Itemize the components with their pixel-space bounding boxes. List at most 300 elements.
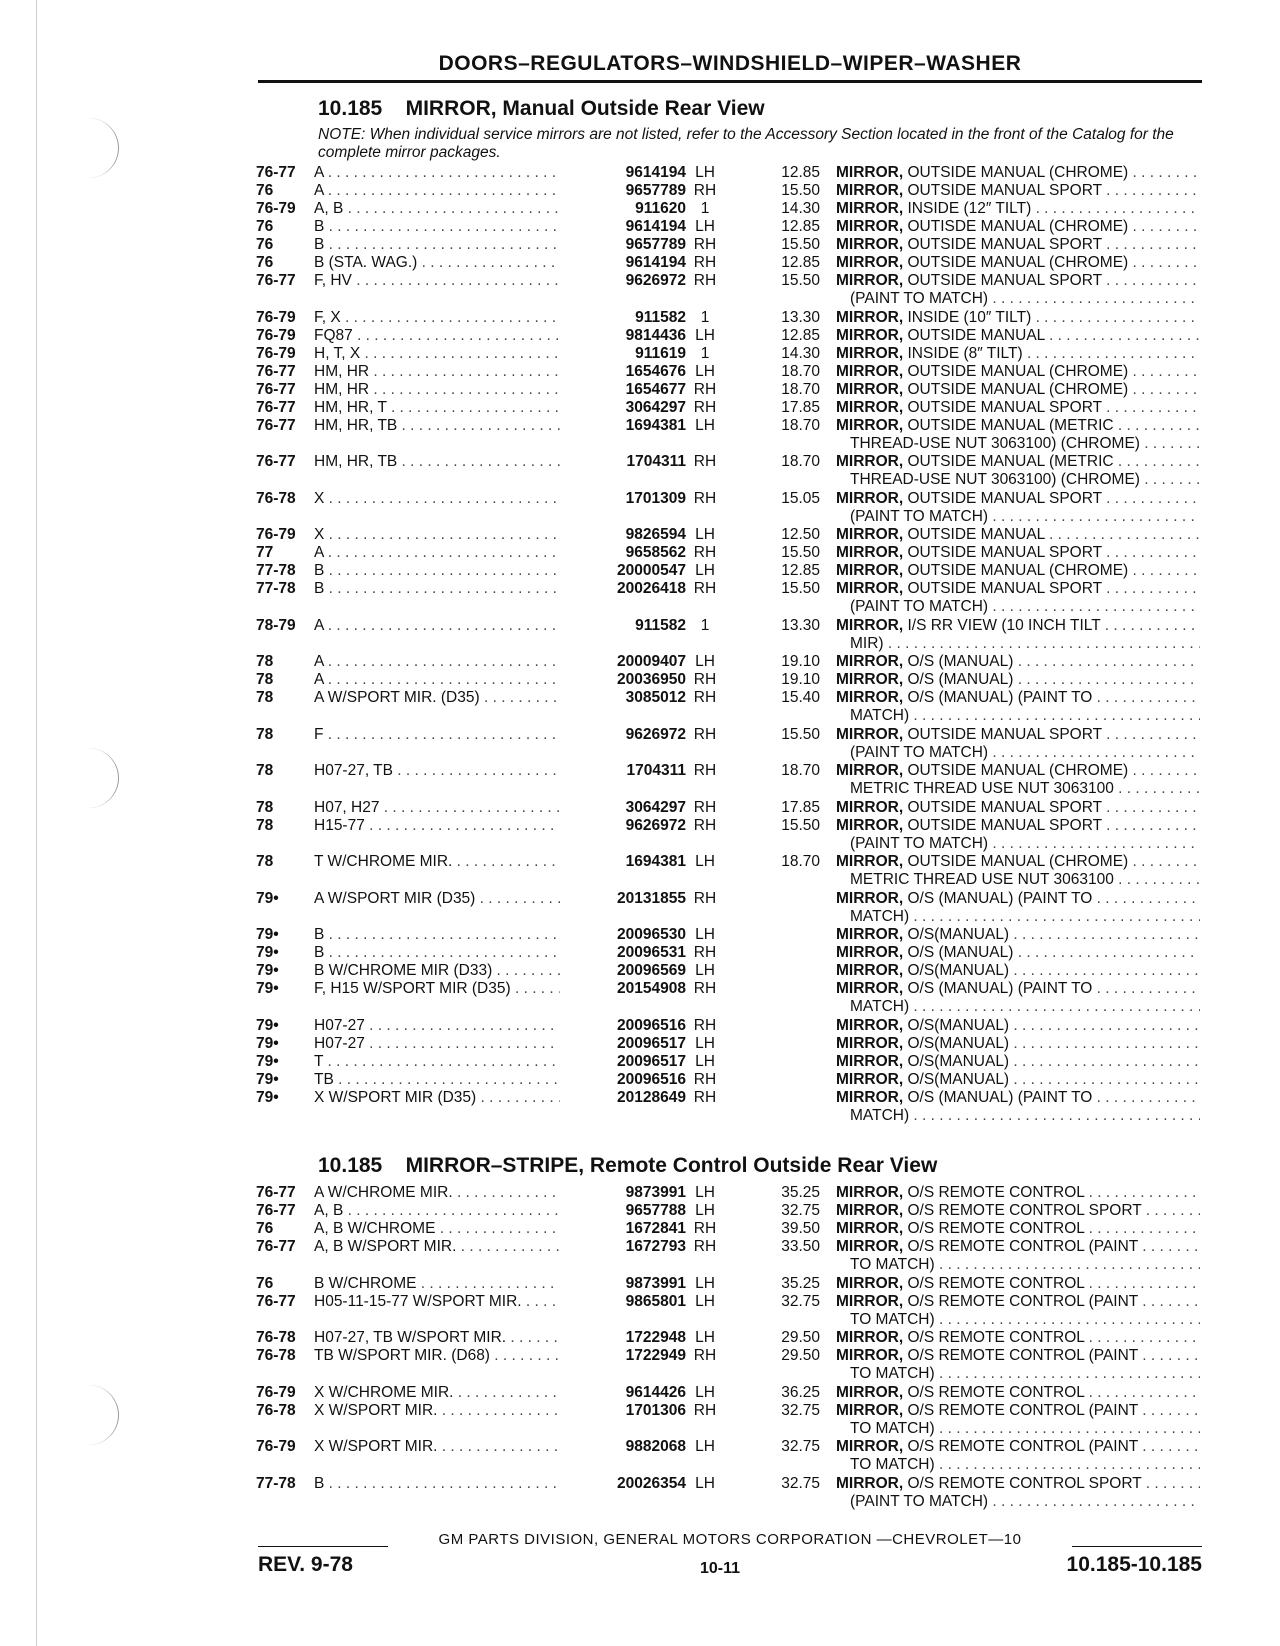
part-number: 9657789 — [560, 236, 686, 254]
part-number: 20096569 — [560, 962, 686, 980]
part-description — [836, 254, 1200, 272]
side-or-quantity: LH — [695, 962, 715, 979]
list-price: 12.85 — [781, 326, 820, 344]
list-price: 12.85 — [781, 218, 820, 235]
model-reference: B . . . — [314, 580, 580, 598]
description-noun: MIRROR, — [836, 398, 904, 416]
side-or-quantity: RH — [693, 398, 717, 416]
part-description — [836, 1017, 1200, 1035]
description-noun: MIRROR, — [836, 453, 904, 470]
side-or-quantity: RH — [693, 254, 717, 271]
part-number: 20096516 — [560, 1017, 686, 1035]
model-years: 76 — [256, 1220, 274, 1237]
part-description — [836, 1184, 1200, 1202]
description-continuation: TO MATCH) . . . — [850, 1420, 1200, 1438]
model-years: 76-78 — [256, 489, 296, 507]
description-noun: MIRROR, — [836, 544, 904, 561]
model-years: 79• — [256, 1088, 279, 1106]
model-years: 77-78 — [256, 1474, 296, 1492]
model-reference: B . . . — [314, 236, 580, 254]
part-description — [836, 381, 1200, 399]
side-or-quantity: LH — [695, 1202, 715, 1219]
part-description — [836, 182, 1200, 200]
side-or-quantity: RH — [693, 816, 717, 834]
section-2-number: 10.185 — [318, 1154, 383, 1177]
model-years: 76-77 — [256, 1202, 296, 1219]
model-reference: A . . . — [314, 164, 580, 182]
side-or-quantity: RH — [693, 182, 717, 199]
description-detail: O/S(MANUAL) — [903, 926, 1010, 943]
model-reference: H, T, X . . . — [314, 345, 580, 363]
side-or-quantity: RH — [693, 1070, 717, 1088]
part-description — [836, 617, 1200, 635]
punch-hole-middle — [58, 748, 119, 808]
side-or-quantity: LH — [695, 653, 715, 670]
side-or-quantity: LH — [695, 926, 715, 943]
side-or-quantity: 1 — [700, 616, 710, 634]
part-number: 1704311 — [560, 453, 686, 471]
description-continuation: TO MATCH) . . . — [850, 1256, 1200, 1274]
description-noun: MIRROR, — [836, 671, 904, 688]
model-reference: X . . . — [314, 490, 580, 508]
description-detail: O/S (MANUAL) — [903, 653, 1014, 670]
description-noun: MIRROR, — [836, 725, 904, 743]
page-edge-line — [36, 0, 37, 1646]
model-reference: X W/CHROME MIR. . . . — [314, 1384, 580, 1402]
model-years: 79• — [256, 944, 279, 961]
model-years: 76-79 — [256, 200, 296, 217]
model-reference: X W/SPORT MIR. . . . — [314, 1402, 580, 1420]
part-description — [836, 1293, 1200, 1311]
description-noun: MIRROR, — [836, 344, 904, 362]
model-years: 79• — [256, 1052, 279, 1070]
model-reference: A, B W/SPORT MIR. . . . — [314, 1238, 580, 1256]
list-price: 15.50 — [781, 236, 820, 253]
model-years: 76-79 — [256, 1383, 296, 1401]
side-or-quantity: LH — [695, 1052, 715, 1070]
part-number: 9657788 — [560, 1202, 686, 1220]
part-number: 1694381 — [560, 417, 686, 435]
part-description — [836, 1402, 1200, 1420]
part-description — [836, 218, 1200, 236]
part-description — [836, 526, 1200, 544]
model-reference: B . . . — [314, 926, 580, 944]
side-or-quantity: LH — [695, 526, 715, 543]
list-price: 15.40 — [781, 689, 820, 706]
part-number: 1722948 — [560, 1329, 686, 1347]
description-continuation: METRIC THREAD USE NUT 3063100 . . . — [850, 871, 1200, 889]
model-years: 76-79 — [256, 526, 296, 543]
part-description — [836, 980, 1200, 998]
model-years: 77 — [256, 544, 274, 561]
side-or-quantity: RH — [693, 1220, 717, 1237]
side-or-quantity: RH — [693, 489, 717, 507]
description-noun: MIRROR, — [836, 200, 904, 217]
side-or-quantity: RH — [693, 453, 717, 470]
description-noun: MIRROR, — [836, 1088, 904, 1106]
model-years: 77-78 — [256, 580, 296, 597]
part-number: 1672841 — [560, 1220, 686, 1238]
part-description — [836, 853, 1200, 871]
description-noun: MIRROR, — [836, 326, 904, 344]
description-noun: MIRROR, — [836, 1347, 904, 1364]
part-number: 20026418 — [560, 580, 686, 598]
list-price: 12.85 — [781, 164, 820, 181]
model-reference: A . . . — [314, 617, 580, 635]
part-description — [836, 671, 1200, 689]
page-number: 10-11 — [700, 1560, 741, 1577]
list-price: 18.70 — [781, 453, 820, 470]
model-reference: H07, H27 . . . — [314, 799, 580, 817]
header-rule — [258, 80, 1202, 83]
part-number: 9614194 — [560, 164, 686, 182]
model-years: 79• — [256, 926, 279, 943]
description-detail: I/S RR VIEW (10 INCH TILT — [903, 616, 1101, 634]
list-price: 15.50 — [781, 544, 820, 561]
side-or-quantity: RH — [693, 380, 717, 398]
description-noun: MIRROR, — [836, 218, 904, 235]
list-price: 13.30 — [781, 308, 820, 326]
description-detail: O/S REMOTE CONTROL (PAINT — [903, 1401, 1138, 1419]
side-or-quantity: RH — [693, 1347, 717, 1364]
list-price: 17.85 — [781, 798, 820, 816]
description-detail: O/S REMOTE CONTROL — [903, 1220, 1085, 1237]
part-number: 1694381 — [560, 853, 686, 871]
list-price: 18.70 — [781, 380, 820, 398]
model-reference: H07-27 . . . — [314, 1035, 580, 1053]
model-years: 76 — [256, 218, 274, 235]
side-or-quantity: RH — [693, 236, 717, 253]
list-price: 32.75 — [781, 1474, 820, 1492]
part-number: 9873991 — [560, 1275, 686, 1293]
part-number: 20128649 — [560, 1089, 686, 1107]
model-reference: A, B . . . — [314, 1202, 580, 1220]
part-number: 1654677 — [560, 381, 686, 399]
description-detail: INSIDE (10″ TILT) — [903, 308, 1032, 326]
description-noun: MIRROR, — [836, 1220, 904, 1237]
part-number: 1701306 — [560, 1402, 686, 1420]
description-detail: OUTSIDE MANUAL (CHROME) — [903, 164, 1129, 181]
description-noun: MIRROR, — [836, 944, 904, 961]
part-description — [836, 799, 1200, 817]
part-number: 20096530 — [560, 926, 686, 944]
description-detail: O/S REMOTE CONTROL (PAINT — [903, 1347, 1138, 1364]
running-header: DOORS–REGULATORS–WINDSHIELD–WIPER–WASHER — [438, 52, 1022, 75]
list-price: 18.70 — [781, 853, 820, 870]
list-price: 12.85 — [781, 254, 820, 271]
description-detail: OUTSIDE MANUAL — [903, 526, 1045, 543]
description-noun: MIRROR, — [836, 236, 904, 253]
part-description — [836, 926, 1200, 944]
description-detail: INSIDE (12″ TILT) — [903, 200, 1032, 217]
model-years: 78 — [256, 671, 274, 688]
side-or-quantity: LH — [695, 1329, 715, 1346]
description-detail: OUTSIDE MANUAL (CHROME) — [903, 853, 1129, 870]
description-detail: O/S(MANUAL) — [903, 1052, 1010, 1070]
description-detail: O/S REMOTE CONTROL SPORT — [903, 1474, 1142, 1492]
model-years: 79• — [256, 962, 279, 979]
part-number: 20009407 — [560, 653, 686, 671]
part-number: 9614426 — [560, 1384, 686, 1402]
section-2-title: MIRROR–STRIPE, Remote Control Outside Rear View — [405, 1154, 938, 1177]
part-number: 3064297 — [560, 799, 686, 817]
description-noun: MIRROR, — [836, 616, 904, 634]
description-continuation: THREAD-USE NUT 3063100) (CHROME) . . . — [850, 435, 1200, 453]
model-years: 76-77 — [256, 398, 296, 416]
part-description — [836, 453, 1200, 471]
description-detail: OUTSIDE MANUAL (METRIC — [903, 416, 1114, 434]
section-2-heading — [318, 1154, 937, 1178]
description-noun: MIRROR, — [836, 1238, 904, 1255]
side-or-quantity: RH — [693, 944, 717, 961]
model-years: 76-77 — [256, 1184, 296, 1201]
description-detail: O/S REMOTE CONTROL (PAINT — [903, 1438, 1138, 1455]
description-noun: MIRROR, — [836, 762, 904, 779]
description-detail: OUTSIDE MANUAL SPORT — [903, 236, 1102, 253]
list-price: 35.25 — [781, 1184, 820, 1201]
list-price: 36.25 — [781, 1383, 820, 1401]
model-reference: T . . . — [314, 1053, 580, 1071]
description-detail: OUTSIDE MANUAL SPORT — [903, 272, 1102, 289]
description-detail: INSIDE (8″ TILT) — [903, 344, 1023, 362]
side-or-quantity: 1 — [700, 200, 710, 217]
description-continuation: MATCH) . . . — [850, 707, 1200, 725]
description-detail: OUTSIDE MANUAL SPORT — [903, 544, 1102, 561]
section-range: 10.185-10.185 — [1066, 1553, 1202, 1576]
part-number: 20096517 — [560, 1035, 686, 1053]
model-reference: B W/CHROME MIR (D33) . . . — [314, 962, 580, 980]
section-1-note: NOTE: When individual service mirrors are not listed, refer to the Accessory Section located in the front of the Catalog for the complete mirror packages. — [318, 126, 1174, 161]
model-years: 76 — [256, 254, 274, 271]
description-noun: MIRROR, — [836, 489, 904, 507]
description-detail: O/S REMOTE CONTROL SPORT — [903, 1202, 1142, 1219]
part-description — [836, 1202, 1200, 1220]
part-description — [836, 1347, 1200, 1365]
description-detail: OUTSIDE MANUAL (CHROME) — [903, 380, 1129, 398]
list-price: 13.30 — [781, 616, 820, 634]
part-description — [836, 653, 1200, 671]
model-reference: B . . . — [314, 1475, 580, 1493]
list-price: 15.50 — [781, 272, 820, 289]
part-number: 911582 — [560, 617, 686, 635]
description-detail: O/S REMOTE CONTROL (PAINT — [903, 1292, 1138, 1310]
description-noun: MIRROR, — [836, 980, 904, 997]
section-1-title: MIRROR, Manual Outside Rear View — [405, 97, 765, 120]
side-or-quantity: RH — [693, 689, 717, 706]
description-noun: MIRROR, — [836, 1329, 904, 1346]
part-number: 20096517 — [560, 1053, 686, 1071]
part-number: 9657789 — [560, 182, 686, 200]
list-price: 15.50 — [781, 580, 820, 597]
part-number: 9626972 — [560, 817, 686, 835]
model-reference: A, B W/CHROME . . . — [314, 1220, 580, 1238]
part-number: 20036950 — [560, 671, 686, 689]
part-description — [836, 1384, 1200, 1402]
part-description — [836, 1035, 1200, 1053]
side-or-quantity: RH — [693, 798, 717, 816]
side-or-quantity: LH — [695, 1034, 715, 1052]
part-description — [836, 962, 1200, 980]
description-continuation: MATCH) . . . — [850, 1107, 1200, 1125]
model-years: 76-78 — [256, 1401, 296, 1419]
model-years: 79• — [256, 889, 279, 907]
model-years: 77-78 — [256, 562, 296, 579]
description-continuation: MATCH) . . . — [850, 908, 1200, 926]
part-description — [836, 1329, 1200, 1347]
description-detail: OUTSIDE MANUAL SPORT — [903, 725, 1102, 743]
list-price: 15.50 — [781, 725, 820, 743]
list-price: 15.05 — [781, 489, 820, 507]
side-or-quantity: LH — [695, 326, 715, 344]
section-1-number: 10.185 — [318, 97, 383, 120]
model-years: 76-77 — [256, 362, 296, 380]
punch-hole-top — [58, 118, 119, 178]
description-detail: O/S (MANUAL) (PAINT TO — [903, 1088, 1093, 1106]
model-years: 78-79 — [256, 616, 296, 634]
description-detail: OUTSIDE MANUAL SPORT — [903, 182, 1102, 199]
part-number: 9626972 — [560, 726, 686, 744]
description-noun: MIRROR, — [836, 1034, 904, 1052]
model-years: 79• — [256, 1016, 279, 1034]
model-years: 76-79 — [256, 1438, 296, 1455]
model-years: 76-77 — [256, 1238, 296, 1255]
model-years: 76 — [256, 236, 274, 253]
model-years: 76-79 — [256, 326, 296, 344]
model-years: 76-78 — [256, 1329, 296, 1346]
part-description — [836, 1053, 1200, 1071]
description-noun: MIRROR, — [836, 853, 904, 870]
model-reference: A . . . — [314, 182, 580, 200]
list-price: 15.50 — [781, 816, 820, 834]
description-noun: MIRROR, — [836, 1016, 904, 1034]
side-or-quantity: RH — [693, 580, 717, 597]
description-detail: OUTSIDE MANUAL SPORT — [903, 580, 1102, 597]
model-years: 76-77 — [256, 416, 296, 434]
description-detail: OUTSIDE MANUAL SPORT — [903, 398, 1102, 416]
description-continuation: (PAINT TO MATCH) . . . — [850, 508, 1200, 526]
part-number: 20026354 — [560, 1475, 686, 1493]
description-noun: MIRROR, — [836, 962, 904, 979]
description-detail: OUTSIDE MANUAL SPORT — [903, 816, 1102, 834]
model-reference: TB W/SPORT MIR. (D68) . . . — [314, 1347, 580, 1365]
model-years: 78 — [256, 853, 274, 870]
part-number: 1701309 — [560, 490, 686, 508]
description-noun: MIRROR, — [836, 380, 904, 398]
part-description — [836, 544, 1200, 562]
model-reference: F . . . — [314, 726, 580, 744]
model-reference: HM, HR, T . . . — [314, 399, 580, 417]
description-noun: MIRROR, — [836, 182, 904, 199]
description-detail: O/S(MANUAL) — [903, 1034, 1010, 1052]
part-number: 20131855 — [560, 890, 686, 908]
description-detail: O/S REMOTE CONTROL — [903, 1184, 1085, 1201]
model-years: 76-77 — [256, 164, 296, 181]
list-price: 14.30 — [781, 344, 820, 362]
part-description — [836, 399, 1200, 417]
list-price: 18.70 — [781, 416, 820, 434]
description-detail: OUTSIDE MANUAL (CHROME) — [903, 362, 1129, 380]
description-detail: OUTSIDE MANUAL SPORT — [903, 798, 1102, 816]
model-reference: FQ87 . . . — [314, 327, 580, 345]
description-noun: MIRROR, — [836, 816, 904, 834]
model-reference: A W/SPORT MIR (D35) . . . — [314, 890, 580, 908]
model-years: 76-77 — [256, 453, 296, 470]
part-number: 9826594 — [560, 526, 686, 544]
list-price: 17.85 — [781, 398, 820, 416]
model-years: 79• — [256, 1070, 279, 1088]
description-detail: OUTSIDE MANUAL (CHROME) — [903, 562, 1129, 579]
description-noun: MIRROR, — [836, 798, 904, 816]
description-continuation: TO MATCH) . . . — [850, 1365, 1200, 1383]
part-number: 1672793 — [560, 1238, 686, 1256]
description-detail: O/S REMOTE CONTROL — [903, 1383, 1085, 1401]
model-reference: B . . . — [314, 218, 580, 236]
description-noun: MIRROR, — [836, 889, 904, 907]
model-reference: A W/SPORT MIR. (D35) . . . — [314, 689, 580, 707]
description-noun: MIRROR, — [836, 1070, 904, 1088]
model-years: 79• — [256, 980, 279, 997]
model-reference: H07-27, TB W/SPORT MIR. . . . — [314, 1329, 580, 1347]
model-years: 76-78 — [256, 1347, 296, 1364]
description-detail: O/S REMOTE CONTROL — [903, 1329, 1085, 1346]
side-or-quantity: 1 — [700, 344, 710, 362]
description-detail: O/S (MANUAL) — [903, 944, 1014, 961]
description-noun: MIRROR, — [836, 164, 904, 181]
description-detail: OUTSIDE MANUAL — [903, 326, 1045, 344]
description-noun: MIRROR, — [836, 1438, 904, 1455]
model-reference: A W/CHROME MIR. . . . — [314, 1184, 580, 1202]
description-detail: O/S (MANUAL) (PAINT TO — [903, 889, 1093, 907]
part-description — [836, 200, 1200, 218]
side-or-quantity: RH — [693, 725, 717, 743]
list-price: 19.10 — [781, 671, 820, 688]
part-number: 911619 — [560, 345, 686, 363]
model-reference: X W/SPORT MIR. . . . — [314, 1438, 580, 1456]
description-detail: O/S (MANUAL) (PAINT TO — [903, 689, 1093, 706]
description-detail: OUTISDE MANUAL (CHROME) — [903, 218, 1129, 235]
list-price: 19.10 — [781, 653, 820, 670]
side-or-quantity: RH — [693, 1238, 717, 1255]
model-years: 76-77 — [256, 1292, 296, 1310]
description-noun: MIRROR, — [836, 1052, 904, 1070]
model-reference: H05-11-15-77 W/SPORT MIR. . . . — [314, 1293, 580, 1311]
part-description — [836, 272, 1200, 290]
description-noun: MIRROR, — [836, 254, 904, 271]
side-or-quantity: LH — [695, 1184, 715, 1201]
description-detail: O/S (MANUAL) (PAINT TO — [903, 980, 1093, 997]
model-reference: F, X . . . — [314, 309, 580, 327]
description-continuation: TO MATCH) . . . — [850, 1311, 1200, 1329]
part-number: 1722949 — [560, 1347, 686, 1365]
list-price: 32.75 — [781, 1438, 820, 1455]
model-reference: H15-77 . . . — [314, 817, 580, 835]
model-years: 79• — [256, 1034, 279, 1052]
side-or-quantity: RH — [693, 762, 717, 779]
description-noun: MIRROR, — [836, 926, 904, 943]
side-or-quantity: 1 — [700, 308, 710, 326]
side-or-quantity: RH — [693, 1401, 717, 1419]
part-number: 9873991 — [560, 1184, 686, 1202]
part-description — [836, 817, 1200, 835]
description-noun: MIRROR, — [836, 1401, 904, 1419]
model-reference: TB . . . — [314, 1071, 580, 1089]
description-detail: OUTSIDE MANUAL SPORT — [903, 489, 1102, 507]
model-years: 78 — [256, 689, 274, 706]
description-detail: OUTSIDE MANUAL (CHROME) — [903, 762, 1129, 779]
part-description — [836, 580, 1200, 598]
list-price: 29.50 — [781, 1347, 820, 1364]
part-description — [836, 327, 1200, 345]
